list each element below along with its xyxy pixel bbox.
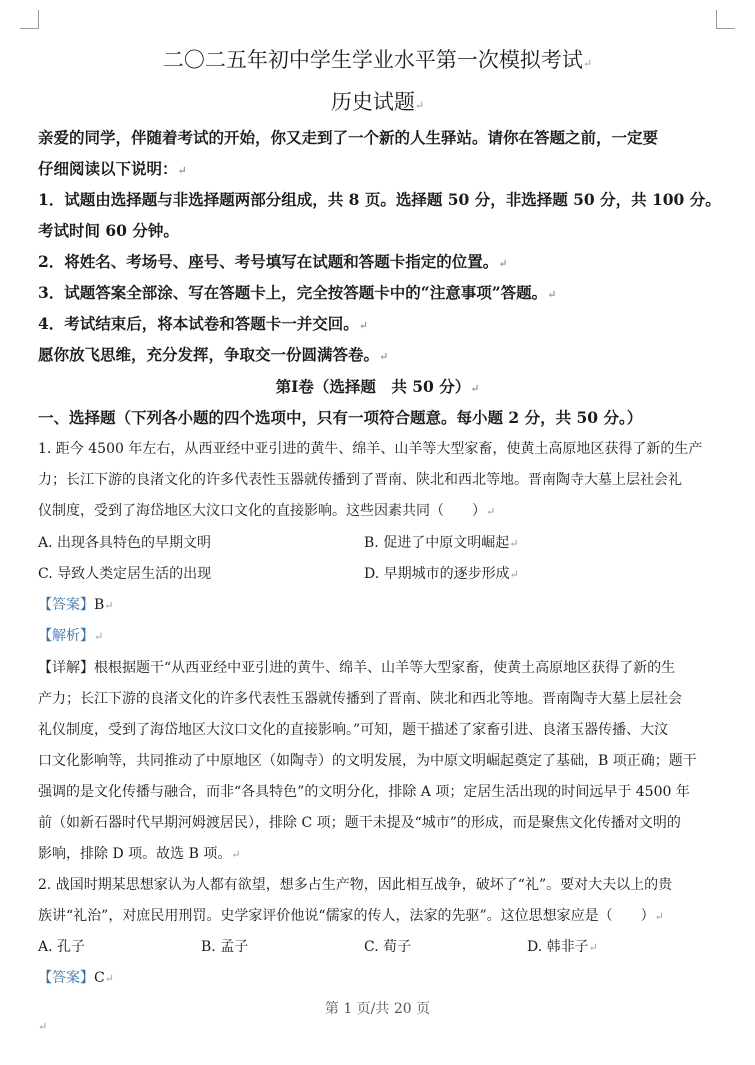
part-title: 一、选择题（下列各小题的四个选项中，只有一项符合题意。每小题 2 分，共 50 分。） bbox=[38, 408, 643, 427]
paragraph-mark: ↵ bbox=[38, 1020, 48, 1033]
question-2-option-a: A. 孔子 bbox=[38, 939, 86, 955]
instruction-2: 2．将姓名、考场号、座号、考号填写在试题和答题卡指定的位置。↵ bbox=[38, 252, 508, 271]
question-1-detail: 影响，排除 D 项。故选 B 项。↵ bbox=[38, 846, 241, 862]
question-1-answer: 【答案】B↵ bbox=[38, 597, 114, 613]
crop-mark-top-left bbox=[20, 10, 39, 29]
question-2-option-c: C. 荀子 bbox=[364, 939, 412, 955]
question-1-detail: 口文化影响等，共同推动了中原地区（如陶寺）的文明发展，为中原文明崛起奠定了基础，B 项正确；题干 bbox=[38, 753, 697, 769]
question-2-answer: 【答案】C↵ bbox=[38, 970, 114, 986]
question-1-option-a: A. 出现各具特色的早期文明 bbox=[38, 535, 212, 551]
instruction-1-cont: 考试时间 60 分钟。 bbox=[38, 221, 179, 240]
question-1-stem: 仪制度，受到了海岱地区大汶口文化的直接影响。这些因素共同（ ）↵ bbox=[38, 503, 496, 519]
instruction-4: 4．考试结束后，将本试卷和答题卡一并交回。↵ bbox=[38, 314, 369, 333]
intro-line: 亲爱的同学，伴随着考试的开始，你又走到了一个新的人生驿站。请你在答题之前，一定要 bbox=[38, 128, 659, 147]
question-2-stem: 2. 战国时期某思想家认为人都有欲望，想多占生产物，因此相互战争，破坏了“礼”。要对大夫以上的贵 bbox=[38, 877, 673, 893]
page-footer: 第 1 页/共 20 页 bbox=[324, 1001, 431, 1017]
exam-title: 二〇二五年初中学生学业水平第一次模拟考试↵ bbox=[162, 48, 593, 72]
instruction-3: 3．试题答案全部涂、写在答题卡上，完全按答题卡中的“注意事项”答题。↵ bbox=[38, 283, 557, 302]
question-1-detail: 【详解】根根据题干“从西亚经中亚引进的黄牛、绵羊、山羊等大型家畜，使黄土高原地区获得了新的生 bbox=[38, 660, 676, 676]
question-2-stem: 族讲“礼治”，对庶民用刑罚。史学家评价他说“儒家的传人，法家的先驱”。这位思想家应是（ ）↵ bbox=[38, 908, 664, 924]
question-1-detail: 强调的是文化传播与融合，而非“各具特色”的文明分化，排除 A 项；定居生活出现的时间远早于 4500 年 bbox=[38, 784, 690, 800]
question-1-detail: 礼仪制度，受到了海岱地区大汶口文化的直接影响。”可知，题干描述了家畜引进、良渚玉器传播、大汶 bbox=[38, 722, 669, 738]
exam-subtitle: 历史试题↵ bbox=[330, 90, 425, 114]
question-1-detail: 前（如新石器时代早期河姆渡居民），排除 C 项；题干未提及“城市”的形成，而是聚焦文化传播对文明的 bbox=[38, 815, 681, 831]
question-1-option-d: D. 早期城市的逐步形成↵ bbox=[364, 566, 519, 582]
question-1-option-b: B. 促进了中原文明崛起↵ bbox=[364, 535, 519, 551]
question-1-detail: 产力；长江下游的良渚文化的许多代表性玉器就传播到了晋南、陕北和西北等地。晋南陶寺大墓上层社会 bbox=[38, 691, 682, 707]
question-1-stem: 力；长江下游的良渚文化的许多代表性玉器就传播到了晋南、陕北和西北等地。晋南陶寺大墓上层社会礼 bbox=[38, 472, 682, 488]
crop-mark-top-right bbox=[716, 10, 735, 29]
intro-line: 仔细阅读以下说明：↵ bbox=[38, 159, 187, 178]
instruction-1: 1．试题由选择题与非选择题两部分组成，共 8 页。选择题 50 分，非选择题 50 分，共 100 分。 bbox=[38, 190, 721, 209]
question-1-option-c: C. 导致人类定居生活的出现 bbox=[38, 566, 212, 582]
closing-wish: 愿你放飞思维，充分发挥，争取交一份圆满答卷。↵ bbox=[38, 345, 389, 364]
question-2-option-d: D. 韩非子↵ bbox=[527, 939, 598, 955]
section-title: 第Ⅰ卷（选择题 共 50 分）↵ bbox=[275, 377, 480, 396]
question-1-stem: 1. 距今 4500 年左右，从西亚经中亚引进的黄牛、绵羊、山羊等大型家畜，使黄土高原地区获得了新的生产 bbox=[38, 441, 703, 457]
question-2-option-b: B. 孟子 bbox=[201, 939, 249, 955]
question-1-analysis-label: 【解析】↵ bbox=[38, 628, 104, 644]
